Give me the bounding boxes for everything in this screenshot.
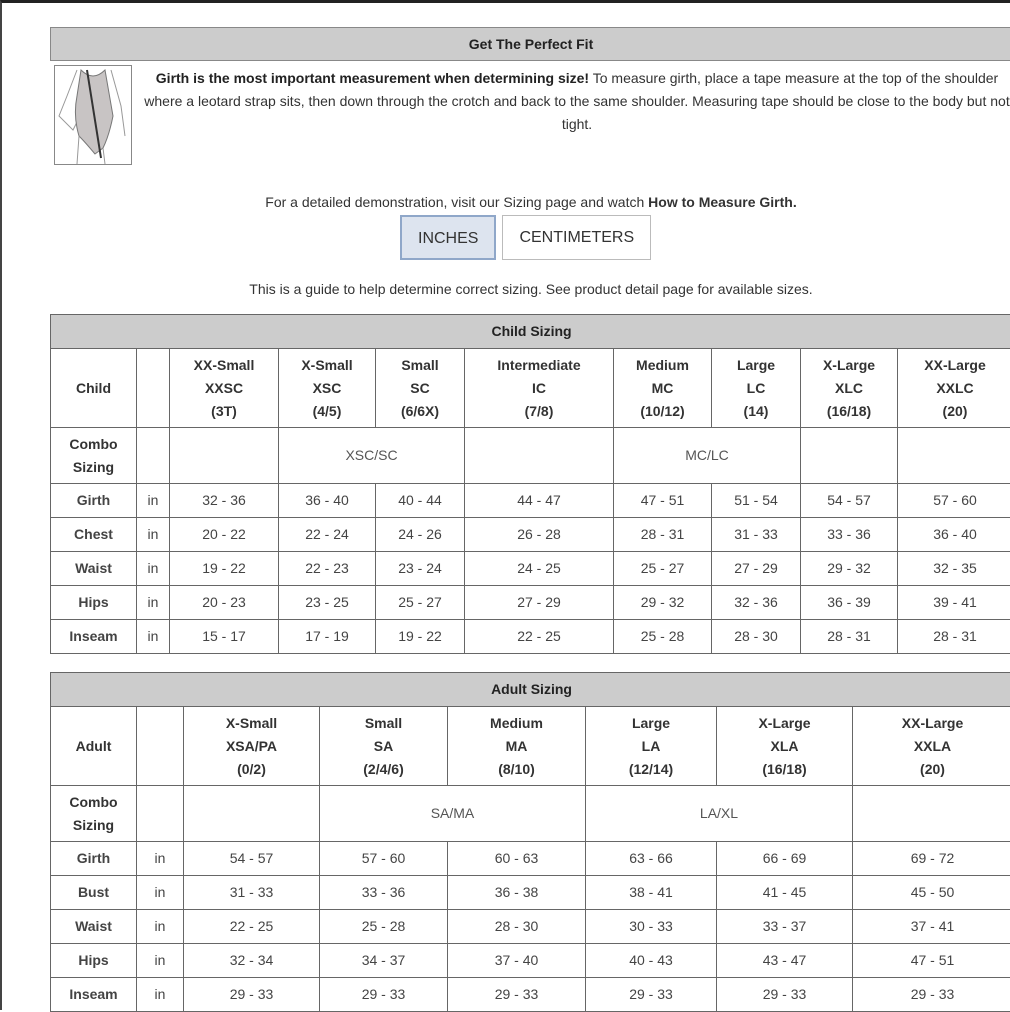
section-title: Get The Perfect Fit [50,27,1010,61]
value-cell: 28 - 30 [712,620,801,654]
size-header-line: MC [614,377,711,400]
value-cell: 28 - 31 [801,620,898,654]
value-cell: 60 - 63 [448,842,586,876]
child-sizing-table [50,314,1010,654]
demo-prefix: For a detailed demonstration, visit our Sizing page and watch [265,194,648,210]
value-cell: 43 - 47 [717,944,853,978]
inches-button[interactable]: INCHES [400,215,496,260]
unit-toggle [400,215,651,260]
size-header [712,349,801,428]
size-header-line: (2/4/6) [320,758,447,781]
size-header-line: LC [712,377,800,400]
value-cell: 29 - 32 [614,586,712,620]
value-cell: 23 - 25 [279,586,376,620]
unit-column-header [137,707,184,786]
value-cell: 36 - 38 [448,876,586,910]
empty-cell [898,428,1010,484]
value-cell: 29 - 33 [184,978,320,1012]
size-header-line: Large [712,354,800,377]
combo-row [51,786,1010,842]
size-header-line: X-Small [279,354,375,377]
value-cell: 19 - 22 [376,620,465,654]
value-cell: 66 - 69 [717,842,853,876]
combo-label-line: Combo [51,433,136,456]
size-header-line: XLA [717,735,852,758]
girth-lead: Girth is the most important measurement when determining size! [156,70,589,86]
value-cell: 27 - 29 [465,586,614,620]
measurement-name: Chest [51,518,137,552]
empty-cell [801,428,898,484]
value-cell: 31 - 33 [712,518,801,552]
unit-column-header [137,349,170,428]
size-header-line: (8/10) [448,758,585,781]
size-header [184,707,320,786]
value-cell: 25 - 28 [320,910,448,944]
value-cell: 29 - 33 [448,978,586,1012]
size-header-line: XX-Large [853,712,1010,735]
centimeters-button[interactable]: CENTIMETERS [502,215,651,260]
measurement-name: Girth [51,484,137,518]
table-row [51,518,1010,552]
size-header-line: Small [320,712,447,735]
measurement-name: Hips [51,944,137,978]
unit-cell: in [137,978,184,1012]
value-cell: 33 - 36 [801,518,898,552]
value-cell: 29 - 33 [586,978,717,1012]
value-cell: 15 - 17 [170,620,279,654]
value-cell: 24 - 25 [465,552,614,586]
size-header-line: Intermediate [465,354,613,377]
value-cell: 28 - 31 [898,620,1010,654]
size-header-line: (0/2) [184,758,319,781]
table-row [51,484,1010,518]
size-header-line: (7/8) [465,400,613,423]
value-cell: 37 - 41 [853,910,1010,944]
combo-cell: XSC/SC [279,428,465,484]
size-header-row [51,707,1010,786]
size-header-line: XXLC [898,377,1010,400]
value-cell: 54 - 57 [184,842,320,876]
row-label: Child [51,349,137,428]
size-header-line: Medium [448,712,585,735]
measurement-name: Hips [51,586,137,620]
measurement-name: Waist [51,552,137,586]
value-cell: 36 - 40 [279,484,376,518]
value-cell: 32 - 35 [898,552,1010,586]
combo-cell: MC/LC [614,428,801,484]
combo-label [51,428,137,484]
value-cell: 22 - 23 [279,552,376,586]
size-header-line: (4/5) [279,400,375,423]
girth-description [142,67,1010,136]
adult-sizing-table [50,672,1010,1012]
girth-instructions: To measure girth, place a tape measure at the top of the shoulder where a leotard strap sits, then down through the crotch and back to the same shoulder. Measuring tape should be close to the body but not tight. [144,70,1009,132]
value-cell: 30 - 33 [586,910,717,944]
value-cell: 40 - 44 [376,484,465,518]
size-header [448,707,586,786]
value-cell: 22 - 24 [279,518,376,552]
value-cell: 38 - 41 [586,876,717,910]
value-cell: 69 - 72 [853,842,1010,876]
value-cell: 32 - 36 [170,484,279,518]
value-cell: 28 - 30 [448,910,586,944]
size-header-line: XLC [801,377,897,400]
size-header-line: (16/18) [801,400,897,423]
combo-row [51,428,1010,484]
size-header [853,707,1010,786]
size-header [801,349,898,428]
unit-cell: in [137,484,170,518]
value-cell: 36 - 39 [801,586,898,620]
unit-cell: in [137,944,184,978]
empty-cell [137,786,184,842]
measurement-name: Inseam [51,620,137,654]
value-cell: 45 - 50 [853,876,1010,910]
size-header [717,707,853,786]
size-header [170,349,279,428]
value-cell: 23 - 24 [376,552,465,586]
combo-label-line: Sizing [51,814,136,837]
value-cell: 32 - 34 [184,944,320,978]
value-cell: 25 - 27 [614,552,712,586]
value-cell: 57 - 60 [898,484,1010,518]
size-header [898,349,1010,428]
demo-text [50,194,1010,210]
table-row [51,910,1010,944]
value-cell: 20 - 22 [170,518,279,552]
size-header [279,349,376,428]
value-cell: 47 - 51 [614,484,712,518]
size-header-line: MA [448,735,585,758]
size-header-line: (20) [898,400,1010,423]
empty-cell [853,786,1010,842]
value-cell: 25 - 28 [614,620,712,654]
size-header-line: SC [376,377,464,400]
perfect-fit-section [50,27,1010,211]
value-cell: 33 - 36 [320,876,448,910]
unit-cell: in [137,876,184,910]
value-cell: 57 - 60 [320,842,448,876]
empty-cell [465,428,614,484]
size-header-line: (20) [853,758,1010,781]
guide-note: This is a guide to help determine correct sizing. See product detail page for available sizes. [50,281,1010,297]
size-header-line: (16/18) [717,758,852,781]
value-cell: 28 - 31 [614,518,712,552]
table-row [51,978,1010,1012]
measurement-name: Waist [51,910,137,944]
table-row [51,876,1010,910]
size-header-line: (3T) [170,400,278,423]
leotard-girth-illustration [54,65,132,165]
combo-label [51,786,137,842]
size-header-line: (12/14) [586,758,716,781]
size-header-line: Small [376,354,464,377]
size-header-line: X-Large [801,354,897,377]
unit-cell: in [137,620,170,654]
measurement-name: Inseam [51,978,137,1012]
value-cell: 47 - 51 [853,944,1010,978]
value-cell: 27 - 29 [712,552,801,586]
table-row [51,586,1010,620]
row-label: Adult [51,707,137,786]
table-title: Adult Sizing [51,673,1010,707]
combo-cell: LA/XL [586,786,853,842]
empty-cell [170,428,279,484]
size-header-line: LA [586,735,716,758]
unit-cell: in [137,842,184,876]
size-header [320,707,448,786]
combo-label-line: Combo [51,791,136,814]
size-header-line: XX-Small [170,354,278,377]
size-header [376,349,465,428]
how-to-measure-link[interactable]: How to Measure Girth. [648,194,797,210]
size-header-line: IC [465,377,613,400]
table-row [51,552,1010,586]
size-header-line: XSA/PA [184,735,319,758]
size-header [465,349,614,428]
size-header-line: (6/6X) [376,400,464,423]
value-cell: 29 - 33 [717,978,853,1012]
value-cell: 33 - 37 [717,910,853,944]
value-cell: 44 - 47 [465,484,614,518]
unit-cell: in [137,910,184,944]
combo-label-line: Sizing [51,456,136,479]
value-cell: 22 - 25 [465,620,614,654]
empty-cell [137,428,170,484]
size-header-line: XXLA [853,735,1010,758]
size-header-line: (14) [712,400,800,423]
value-cell: 26 - 28 [465,518,614,552]
value-cell: 17 - 19 [279,620,376,654]
size-header-line: X-Small [184,712,319,735]
unit-cell: in [137,586,170,620]
size-header-line: XX-Large [898,354,1010,377]
value-cell: 41 - 45 [717,876,853,910]
empty-cell [184,786,320,842]
value-cell: 19 - 22 [170,552,279,586]
size-header-line: XSC [279,377,375,400]
unit-cell: in [137,552,170,586]
table-row [51,620,1010,654]
value-cell: 39 - 41 [898,586,1010,620]
value-cell: 29 - 33 [320,978,448,1012]
value-cell: 54 - 57 [801,484,898,518]
value-cell: 25 - 27 [376,586,465,620]
value-cell: 51 - 54 [712,484,801,518]
size-header-line: X-Large [717,712,852,735]
value-cell: 29 - 33 [853,978,1010,1012]
size-header [614,349,712,428]
measurement-name: Bust [51,876,137,910]
unit-cell: in [137,518,170,552]
size-header-row [51,349,1010,428]
table-row [51,944,1010,978]
value-cell: 31 - 33 [184,876,320,910]
measurement-name: Girth [51,842,137,876]
value-cell: 63 - 66 [586,842,717,876]
size-header-line: Medium [614,354,711,377]
value-cell: 24 - 26 [376,518,465,552]
size-header-line: SA [320,735,447,758]
size-header-line: Large [586,712,716,735]
value-cell: 37 - 40 [448,944,586,978]
value-cell: 34 - 37 [320,944,448,978]
value-cell: 29 - 32 [801,552,898,586]
value-cell: 20 - 23 [170,586,279,620]
size-header [586,707,717,786]
value-cell: 22 - 25 [184,910,320,944]
table-title: Child Sizing [51,315,1010,349]
table-row [51,842,1010,876]
value-cell: 36 - 40 [898,518,1010,552]
value-cell: 32 - 36 [712,586,801,620]
value-cell: 40 - 43 [586,944,717,978]
size-header-line: XXSC [170,377,278,400]
combo-cell: SA/MA [320,786,586,842]
size-header-line: (10/12) [614,400,711,423]
